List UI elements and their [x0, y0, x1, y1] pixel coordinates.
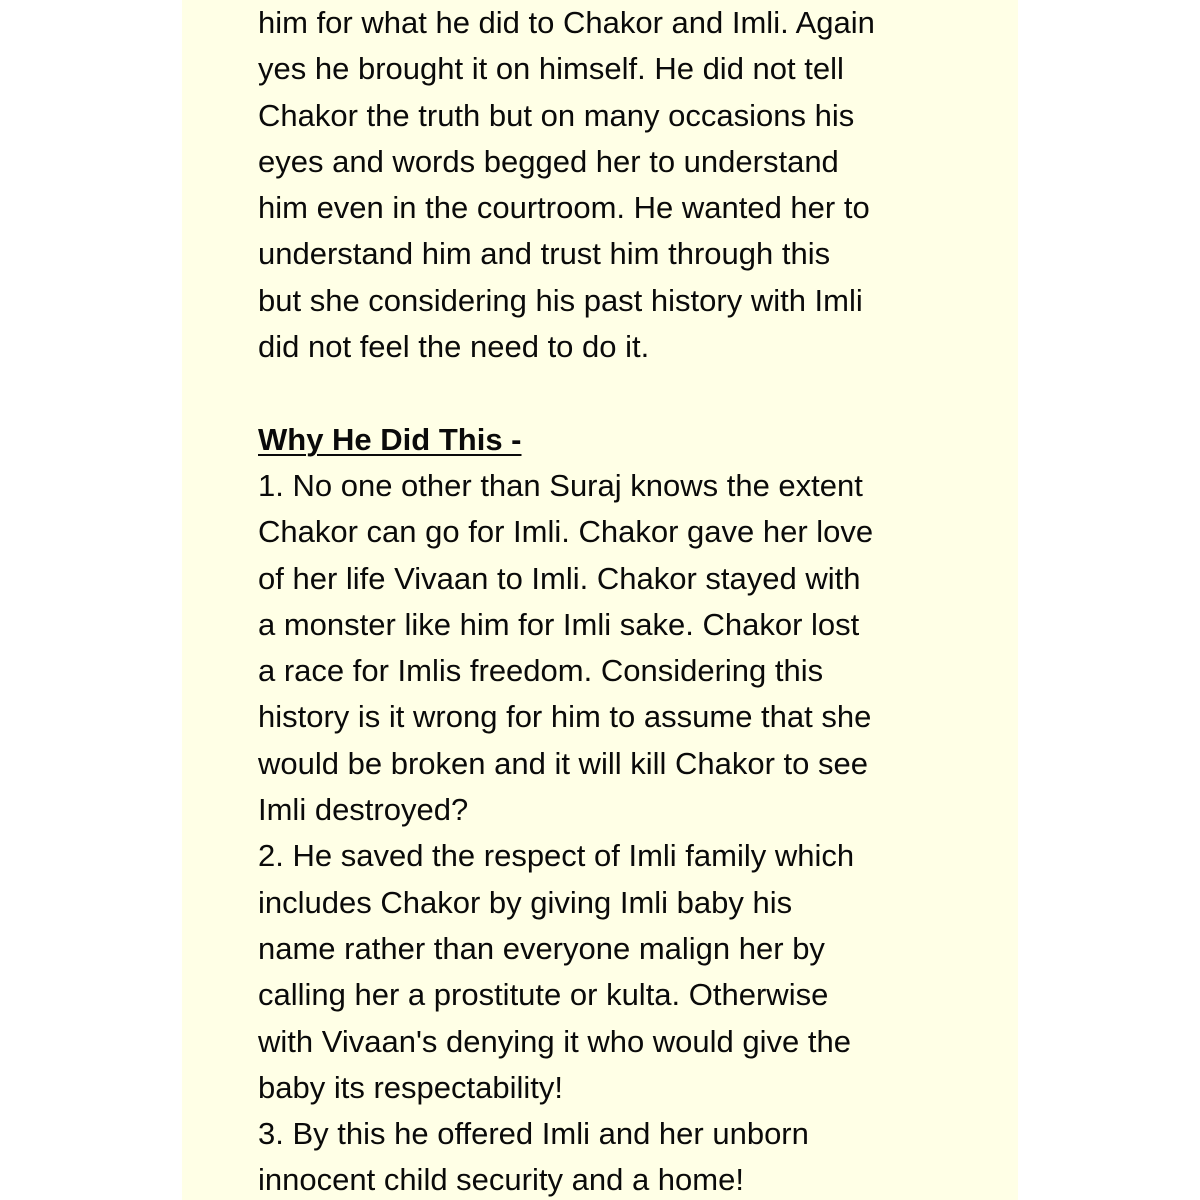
document-page	[182, 0, 1018, 1200]
section-why	[258, 417, 998, 1200]
point-3	[258, 1111, 998, 1200]
text-line: innocent child security and a home!	[258, 1162, 744, 1198]
section-heading	[258, 417, 998, 463]
text-line: Chakor the truth but on many occasions his	[258, 97, 855, 133]
section-heading-text: Why He Did This -	[258, 421, 522, 457]
text-line: with Vivaan's denying it who would give the	[258, 1023, 851, 1059]
text-line: calling her a prostitute or kulta. Otherwise	[258, 977, 829, 1013]
text-line: 1. No one other than Suraj knows the extent	[258, 467, 863, 503]
point-2	[258, 833, 998, 1111]
text-line: him for what he did to Chakor and Imli. Again	[258, 5, 875, 40]
text-line: a monster like him for Imli sake. Chakor lost	[258, 606, 860, 642]
blank-line	[258, 370, 998, 416]
text-line: baby its respectability!	[258, 1069, 563, 1105]
text-line: of her life Vivaan to Imli. Chakor stayed with	[258, 560, 861, 596]
text-line: yes he brought it on himself. He did not tell	[258, 51, 844, 87]
text-line: a race for Imlis freedom. Considering this	[258, 653, 824, 689]
paragraph-1	[258, 0, 998, 370]
text-line: eyes and words begged her to understand	[258, 143, 839, 179]
text-line: Chakor can go for Imli. Chakor gave her love	[258, 514, 874, 550]
text-line: did not feel the need to do it.	[258, 329, 650, 365]
point-1	[258, 463, 998, 833]
text-line: 2. He saved the respect of Imli family which	[258, 838, 855, 874]
text-line: understand him and trust him through this	[258, 236, 831, 272]
text-line: Imli destroyed?	[258, 792, 469, 828]
text-line: name rather than everyone malign her by	[258, 930, 825, 966]
text-line: would be broken and it will kill Chakor to see	[258, 745, 868, 781]
text-line: history is it wrong for him to assume that she	[258, 699, 872, 735]
text-line: includes Chakor by giving Imli baby his	[258, 884, 793, 920]
text-line: but she considering his past history with Imli	[258, 282, 863, 318]
document-text	[258, 0, 998, 1200]
text-line: him even in the courtroom. He wanted her to	[258, 190, 870, 226]
text-line: 3. By this he offered Imli and her unborn	[258, 1116, 809, 1152]
